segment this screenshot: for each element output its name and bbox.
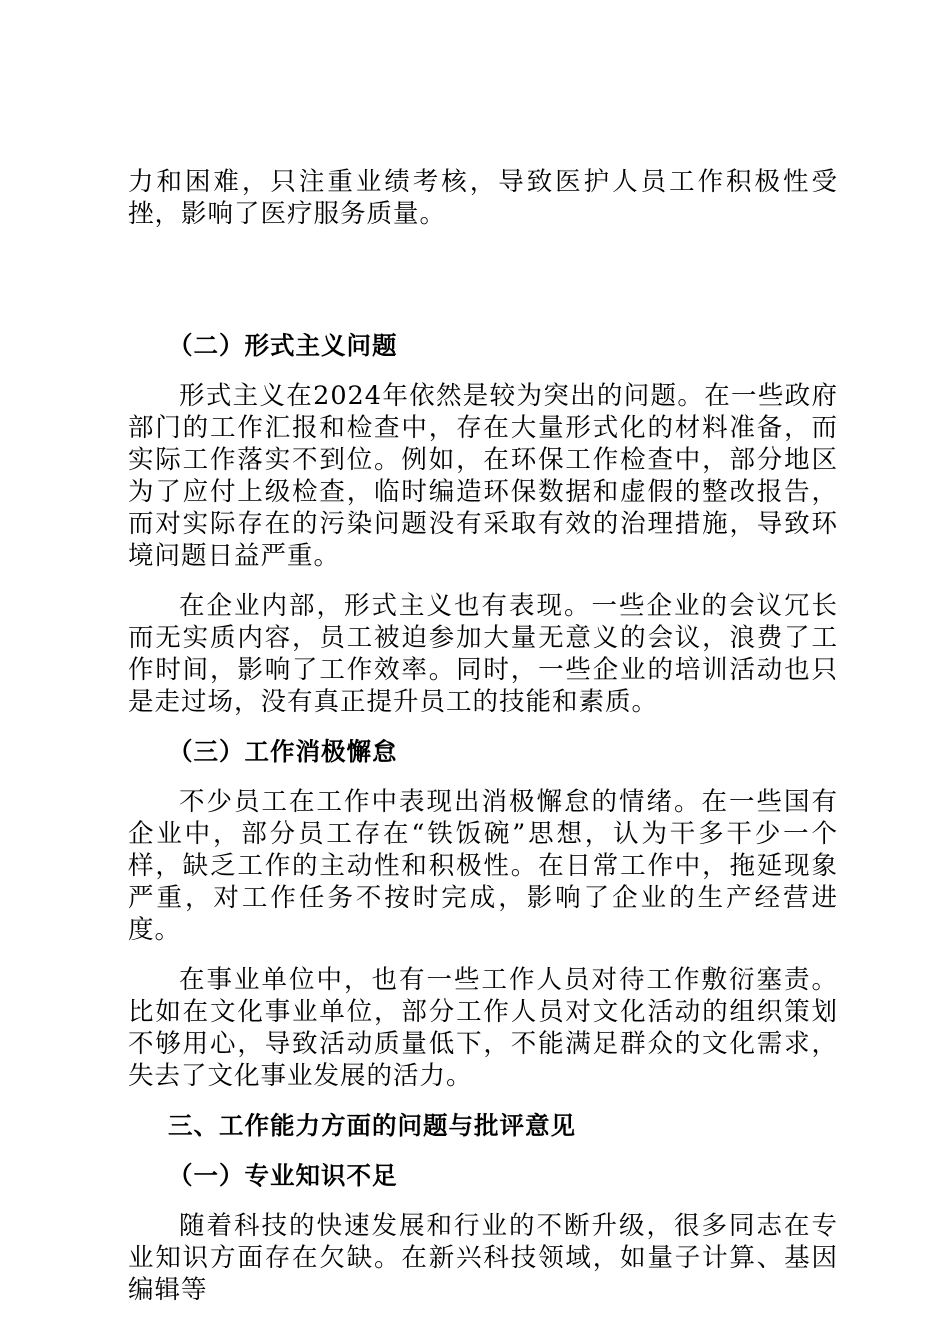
spacer [128, 718, 838, 736]
section-heading-professional-knowledge: （一）专业知识不足 [168, 1161, 398, 1190]
paragraph-passivity-institutions: 在事业单位中，也有一些工作人员对待工作敷衍塞责。比如在文化事业单位，部分工作人员对文化活动的组织策划不够用心，导致活动质量低下，不能满足群众的文化需求，失去了文化事业发展的活力。 [128, 965, 838, 1091]
spacer [128, 1192, 838, 1210]
spacer [128, 362, 838, 380]
paragraph-formalism-government: 形式主义在2024年依然是较为突出的问题。在一些政府部门的工作汇报和检查中，存在大量形式化的材料准备，而实际工作落实不到位。例如，在环保工作检查中，部分地区为了应付上级检查，临时编造环保数据和虚假的整改报告，而对实际存在的污染问题没有采取有效的治理措施，导致环境问题日益严重。 [128, 381, 838, 571]
spacer [128, 572, 838, 590]
paragraph-continuation: 力和困难，只注重业绩考核，导致医护人员工作积极性受挫，影响了医疗服务质量。 [128, 167, 838, 229]
spacer [128, 1092, 838, 1110]
paragraph-formalism-enterprise: 在企业内部，形式主义也有表现。一些企业的会议冗长而无实质内容，员工被迫参加大量无意义的会议，浪费了工作时间，影响了工作效率。同时，一些企业的培训活动也只是走过场，没有真正提升员工的技能和素质。 [128, 591, 838, 717]
document-body [128, 166, 838, 1306]
paragraph-passivity-soe: 不少员工在工作中表现出消极懈怠的情绪。在一些国有企业中，部分员工存在“铁饭碗”思想，认为干多干少一个样，缺乏工作的主动性和积极性。在日常工作中，拖延现象严重，对工作任务不按时完成，影响了企业的生产经营进度。 [128, 787, 838, 945]
spacer [128, 230, 838, 330]
spacer [128, 1142, 838, 1160]
spacer [128, 946, 838, 964]
section-heading-passivity: （三）工作消极懈怠 [168, 737, 398, 766]
paragraph-professional-knowledge: 随着科技的快速发展和行业的不断升级，很多同志在专业知识方面存在欠缺。在新兴科技领域，如量子计算、基因编辑等 [128, 1211, 838, 1305]
spacer [128, 768, 838, 786]
chapter-heading-work-ability: 三、工作能力方面的问题与批评意见 [168, 1111, 576, 1140]
section-heading-formalism: （二）形式主义问题 [168, 331, 398, 360]
